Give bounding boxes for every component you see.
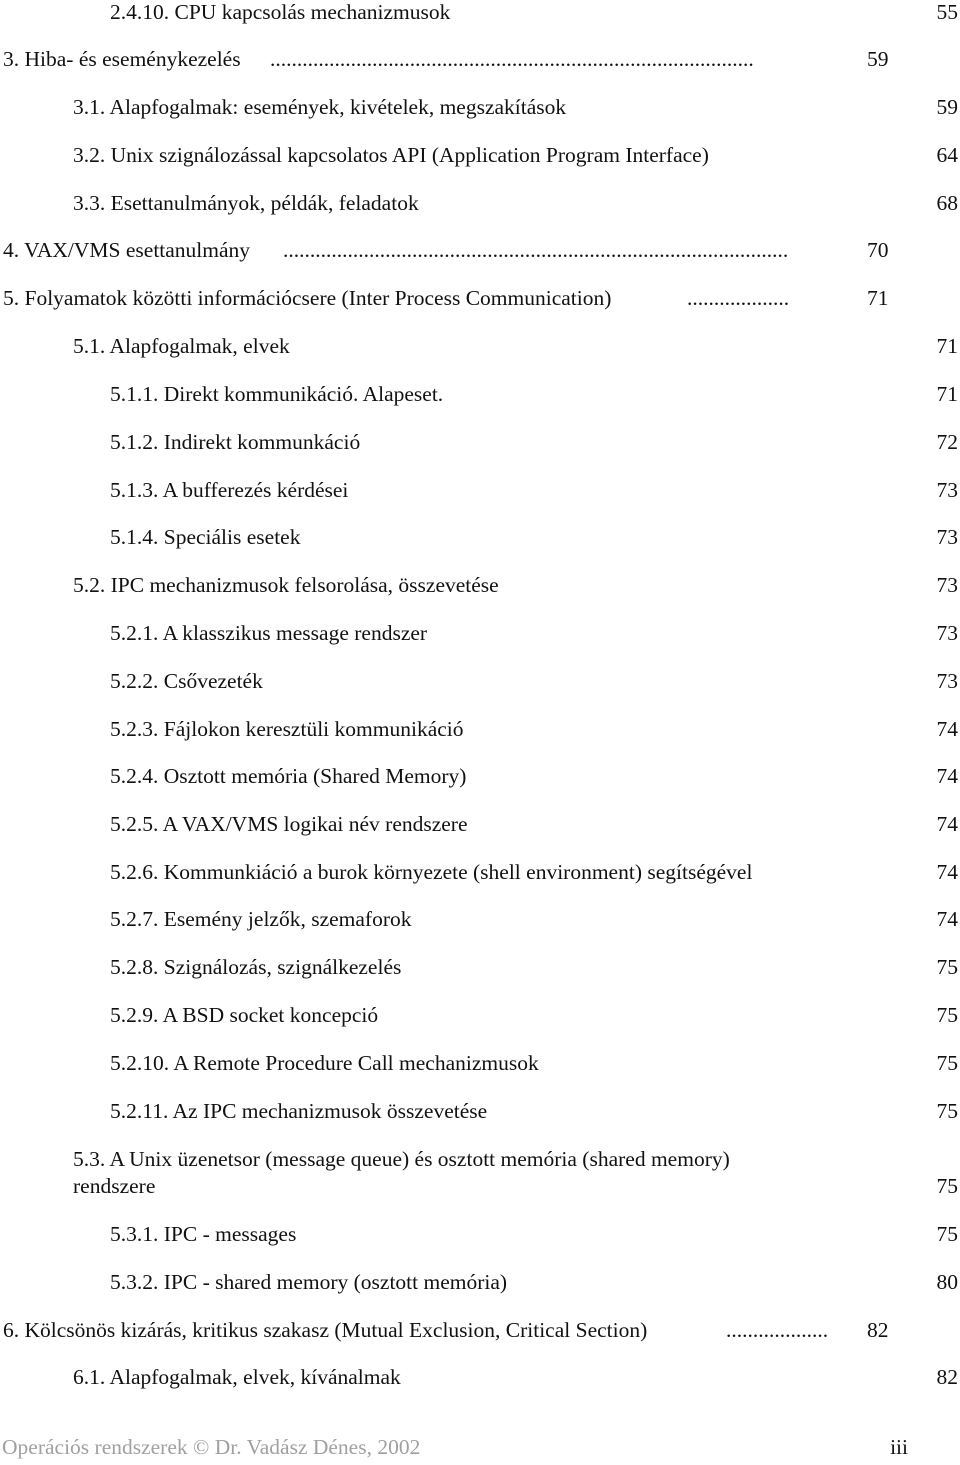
toc-entry[interactable] <box>0 1146 960 1200</box>
toc-entry-page: 73 <box>936 525 958 549</box>
toc-entry-page: 72 <box>936 430 958 454</box>
toc-entry-label: 5. Folyamatok közötti információcsere (Inter Process Communication) <box>3 286 612 310</box>
toc-entry-page: 75 <box>936 955 958 979</box>
toc-entry-label: 5.2.2. Csővezeték <box>110 669 263 693</box>
toc-entry-page: 82 <box>936 1365 958 1389</box>
toc-entry-page: 74 <box>936 812 958 836</box>
toc-entry-page: 75 <box>936 1051 958 1075</box>
toc-entry-page: 82 <box>867 1318 889 1342</box>
toc-entry-label: 4. VAX/VMS esettanulmány <box>3 238 251 262</box>
toc-entry-label: 5.2.4. Osztott memória (Shared Memory) <box>110 764 467 788</box>
toc-entry-label: 6. Kölcsönös kizárás, kritikus szakasz (Mutual Exclusion, Critical Section) <box>3 1318 648 1342</box>
toc-entry-label: 5.2.3. Fájlokon keresztüli kommunikáció <box>110 717 464 741</box>
toc-entry-label: 5.2.10. A Remote Procedure Call mechanizmusok <box>110 1051 539 1075</box>
toc-entry-label: 5.2.9. A BSD socket koncepció <box>110 1003 379 1027</box>
toc-entry-page: 73 <box>936 478 958 502</box>
toc-entry-label: 5.2.11. Az IPC mechanizmusok összevetése <box>110 1099 488 1123</box>
toc-entry-label: 2.4.10. CPU kapcsolás mechanizmusok <box>110 0 451 24</box>
toc-entry-label: 5.1.4. Speciális esetek <box>110 525 301 549</box>
toc-entry-label: 5.1.3. A bufferezés kérdései <box>110 478 349 502</box>
toc-entry-label: 5.1. Alapfogalmak, elvek <box>73 334 290 358</box>
toc-entry-label: 5.3.1. IPC - messages <box>110 1222 297 1246</box>
toc-leader-dots: .............................................................................................. <box>283 238 789 262</box>
toc-entry-page: 75 <box>936 1003 958 1027</box>
toc-entry-label: 5.2.5. A VAX/VMS logikai név rendszere <box>110 812 468 836</box>
toc-entry-label: 3.2. Unix szignálozással kapcsolatos API (Application Program Interface) <box>73 143 709 167</box>
toc-entry-page: 80 <box>936 1270 958 1294</box>
toc-entry-label-continued: rendszere <box>73 1174 156 1198</box>
toc-leader-dots: .......................................................................................... <box>270 47 754 71</box>
toc-entry-page: 64 <box>936 143 958 167</box>
toc-entry-page: 68 <box>936 191 958 215</box>
toc-leader-dots: ................... <box>687 286 790 310</box>
toc-entry-label: 5.2.1. A klasszikus message rendszer <box>110 621 428 645</box>
toc-entry-page: 73 <box>936 621 958 645</box>
toc-entry-page: 73 <box>936 573 958 597</box>
toc-entry-label: 3. Hiba- és eseménykezelés <box>3 47 241 71</box>
toc-entry-label: 5.2.8. Szignálozás, szignálkezelés <box>110 955 402 979</box>
toc-entry-label: 3.1. Alapfogalmak: események, kivételek, megszakítások <box>73 95 567 119</box>
toc-entry-page: 75 <box>936 1222 958 1246</box>
toc-entry-page: 74 <box>936 860 958 884</box>
footer-copyright: Operációs rendszerek © Dr. Vadász Dénes, 2002 <box>2 1435 421 1459</box>
toc-entry-label: 5.1.2. Indirekt kommunkáció <box>110 430 361 454</box>
toc-entry-page: 71 <box>936 334 958 358</box>
toc-entry-label: 5.3.2. IPC - shared memory (osztott memória) <box>110 1270 508 1294</box>
toc-leader-dots: ................... <box>726 1318 829 1342</box>
toc-entry-page: 55 <box>936 0 958 24</box>
toc-entry-page: 74 <box>936 717 958 741</box>
toc-entry-label: 5.2.6. Kommunkiáció a burok környezete (shell environment) segítségével <box>110 860 753 884</box>
footer-page-number: iii <box>890 1435 908 1459</box>
toc-entry-label: 5.1.1. Direkt kommunikáció. Alapeset. <box>110 382 444 406</box>
toc-entry-page: 74 <box>936 907 958 931</box>
toc-entry-page: 71 <box>867 286 889 310</box>
toc-entry-label: 3.3. Esettanulmányok, példák, feladatok <box>73 191 419 215</box>
toc-entry-page: 59 <box>936 95 958 119</box>
toc-entry-label: 6.1. Alapfogalmak, elvek, kívánalmak <box>73 1365 401 1389</box>
toc-entry-page: 73 <box>936 669 958 693</box>
toc-entry-page: 74 <box>936 764 958 788</box>
toc-entry-label: 5.2.7. Esemény jelzők, szemaforok <box>110 907 412 931</box>
toc-entry-page: 75 <box>936 1099 958 1123</box>
toc-entry-label: 5.3. A Unix üzenetsor (message queue) és osztott memória (shared memory) <box>73 1147 730 1171</box>
toc-entry-page: 59 <box>867 47 889 71</box>
toc-entry-page: 75 <box>936 1174 958 1198</box>
toc-entry-page: 70 <box>867 238 889 262</box>
toc-entry-page: 71 <box>936 382 958 406</box>
toc-entry-label: 5.2. IPC mechanizmusok felsorolása, összevetése <box>73 573 499 597</box>
